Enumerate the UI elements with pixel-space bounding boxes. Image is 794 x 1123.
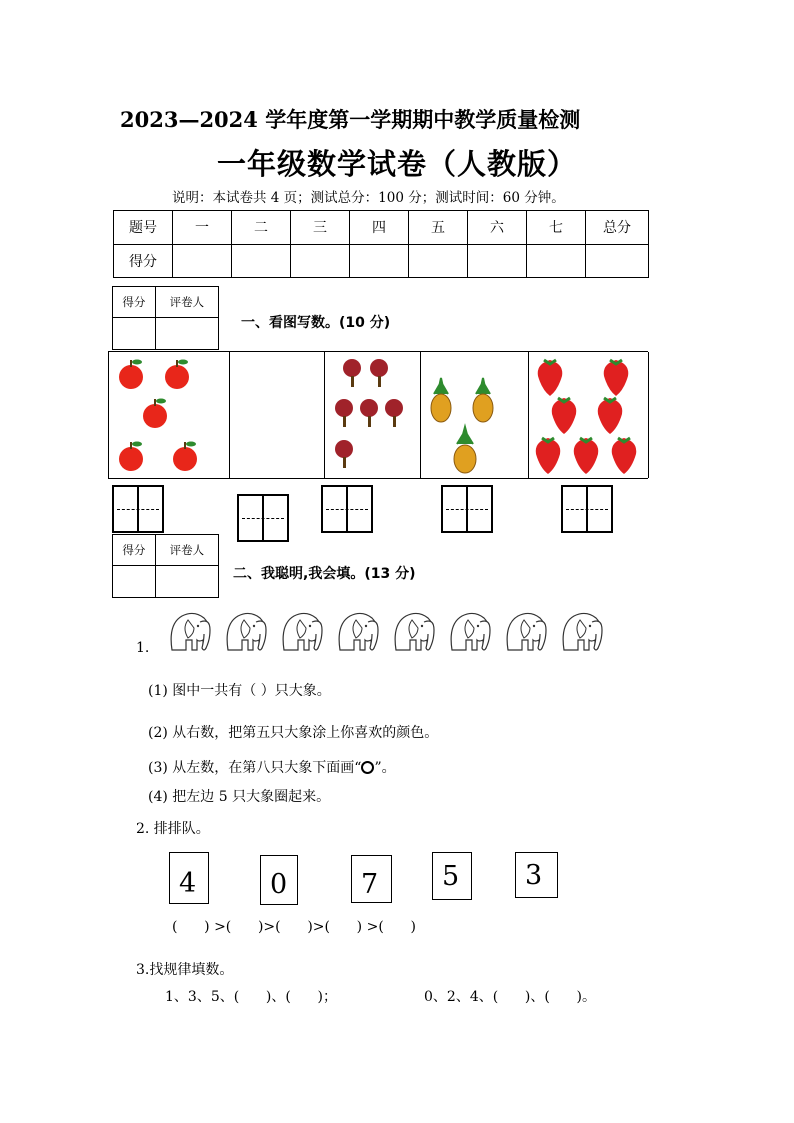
- score-header-cell: 六: [468, 211, 527, 245]
- paddle-icon: [343, 359, 361, 387]
- strawberry-icon: [552, 398, 577, 434]
- sequence-2[interactable]: 0、2、4、( )、( )。: [424, 989, 596, 1005]
- q1-sub4: (4) 把左边 5 只大象圈起来。: [148, 789, 331, 805]
- elephant-icon: [339, 613, 378, 650]
- paddle-icon: [370, 359, 388, 387]
- score-cell[interactable]: [232, 244, 291, 278]
- score-header-cell: 四: [350, 211, 409, 245]
- score-cell[interactable]: [173, 244, 232, 278]
- apples-image: [109, 352, 229, 478]
- answer-box[interactable]: [112, 485, 164, 533]
- sequence-1[interactable]: 1、3、5、( )、( )；: [165, 989, 337, 1005]
- subtitle-main: 一年级数学试卷: [216, 147, 427, 181]
- pineapple-icon: [473, 378, 493, 422]
- q3-title: 3.找规律填数。: [136, 962, 234, 978]
- number-card: 0: [260, 855, 298, 905]
- paddles-cell: [324, 352, 421, 478]
- elephant-icon: [171, 613, 210, 650]
- exam-title: 2023—2024 学年度第一学期期中教学质量检测: [120, 107, 581, 132]
- number-card: 4: [169, 852, 209, 904]
- paddle-icon: [335, 440, 353, 468]
- number-card: 7: [351, 855, 392, 903]
- score-header-row: [114, 211, 649, 245]
- pineapples-image: [420, 352, 528, 478]
- strawberry-icon: [598, 398, 623, 434]
- grader-score-cell[interactable]: [113, 566, 156, 598]
- grader-name-label: 评卷人: [155, 535, 218, 566]
- strawberries-cell: [528, 352, 649, 478]
- elephant-icon: [227, 613, 266, 650]
- score-cell[interactable]: [291, 244, 350, 278]
- answer-box[interactable]: [561, 485, 613, 533]
- elephant-icon: [283, 613, 322, 650]
- elephants-row: [166, 608, 616, 658]
- score-header-cell: 总分: [586, 211, 649, 245]
- grader-name-cell[interactable]: [155, 566, 218, 598]
- score-cell[interactable]: [586, 244, 649, 278]
- subtitle-edition: （人教版）: [427, 147, 578, 181]
- q1-sub3-end: ”。: [374, 760, 396, 776]
- strawberry-icon: [574, 438, 599, 474]
- score-cell[interactable]: [527, 244, 586, 278]
- score-row-label: 得分: [114, 244, 173, 278]
- elephant-icon: [395, 613, 434, 650]
- grader-score-cell[interactable]: [113, 318, 156, 350]
- order-answer-line[interactable]: ( ) >( )>( )>( ) >( ): [172, 919, 416, 935]
- number-card: 3: [515, 852, 558, 898]
- apple-icon: [119, 360, 143, 390]
- strawberry-icon: [612, 438, 637, 474]
- score-header-cell: 题号: [114, 211, 173, 245]
- q1-number: 1.: [136, 640, 150, 656]
- picture-strip: [108, 351, 648, 479]
- section2-title: 二、我聪明,我会填。(13 分): [233, 566, 416, 582]
- apple-icon: [165, 360, 189, 390]
- apple-icon: [143, 399, 167, 429]
- score-cell[interactable]: [409, 244, 468, 278]
- score-header-cell: 五: [409, 211, 468, 245]
- paddles-image: [324, 352, 420, 478]
- answer-box[interactable]: [321, 485, 373, 533]
- grader-box-1: [112, 286, 219, 350]
- grader-box-2: [112, 534, 219, 598]
- exam-subtitle: [0, 142, 794, 183]
- q1-sub1: (1) 图中一共有（ ）只大象。: [148, 683, 331, 699]
- elephant-icon: [507, 613, 546, 650]
- apples-cell: [108, 352, 230, 478]
- pineapple-icon: [431, 378, 451, 422]
- elephant-icon: [563, 613, 602, 650]
- score-value-row: [114, 244, 649, 278]
- paddle-icon: [335, 399, 353, 427]
- pineapples-cell: [420, 352, 529, 478]
- q1-sub3-text: (3) 从左数，在第八只大象下面画“: [148, 760, 362, 776]
- section1-title: 一、看图写数。(10 分): [241, 315, 391, 331]
- grader-name-label: 评卷人: [155, 287, 218, 318]
- score-header-cell: 七: [527, 211, 586, 245]
- elephant-icon: [451, 613, 490, 650]
- q1-sub2: (2) 从右数，把第五只大象涂上你喜欢的颜色。: [148, 725, 439, 741]
- exam-instructions: 说明：本试卷共 4 页；测试总分：100 分；测试时间：60 分钟。: [172, 190, 565, 206]
- apple-icon: [119, 442, 143, 472]
- circle-icon: [361, 761, 374, 774]
- score-header-cell: 一: [173, 211, 232, 245]
- paddle-icon: [385, 399, 403, 427]
- score-cell[interactable]: [350, 244, 409, 278]
- score-table: [113, 210, 649, 278]
- q1-sub3: [148, 757, 396, 777]
- blank-picture-cell: [228, 352, 325, 478]
- answer-box[interactable]: [237, 494, 289, 542]
- score-cell[interactable]: [468, 244, 527, 278]
- strawberries-image: [528, 352, 648, 478]
- pineapple-icon: [454, 427, 476, 473]
- grader-score-label: 得分: [113, 287, 156, 318]
- strawberry-icon: [538, 360, 563, 396]
- paddle-icon: [360, 399, 378, 427]
- grader-score-label: 得分: [113, 535, 156, 566]
- q2-title: 2. 排排队。: [136, 821, 210, 837]
- score-header-cell: 三: [291, 211, 350, 245]
- strawberry-icon: [536, 438, 561, 474]
- score-header-cell: 二: [232, 211, 291, 245]
- grader-name-cell[interactable]: [155, 318, 218, 350]
- answer-box[interactable]: [441, 485, 493, 533]
- number-card: 5: [432, 852, 472, 900]
- strawberry-icon: [604, 360, 629, 396]
- apple-icon: [173, 442, 197, 472]
